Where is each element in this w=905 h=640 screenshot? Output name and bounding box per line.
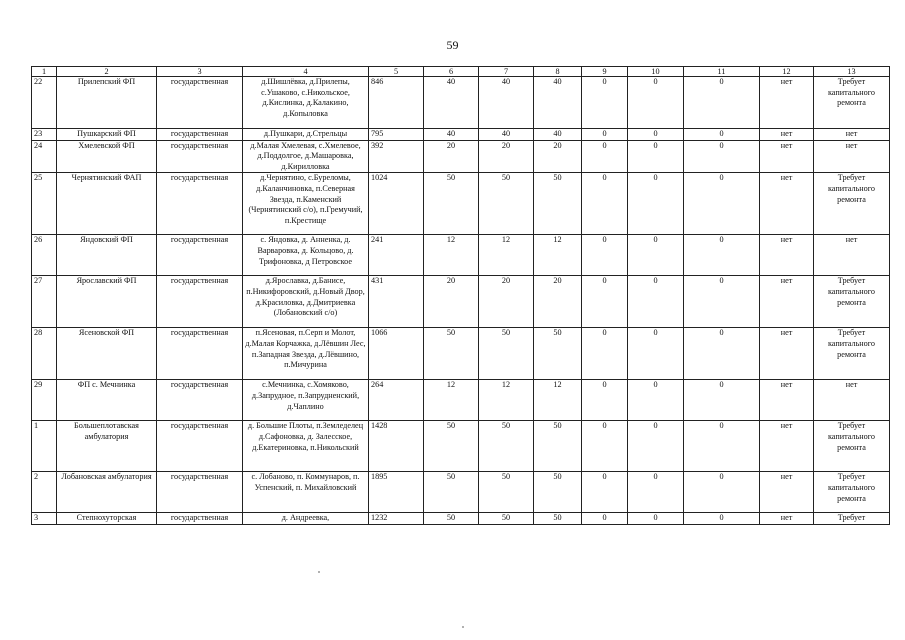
row-number-cell: 22: [32, 77, 57, 129]
col-8-cell: 40: [534, 129, 582, 141]
population-cell: 241: [369, 235, 424, 276]
col-11-cell: 0: [684, 77, 760, 129]
header-cell-13: 13: [814, 67, 890, 77]
facility-name-cell: Прилепский ФП: [57, 77, 157, 129]
col-6-cell: 50: [424, 328, 479, 380]
col-11-cell: 0: [684, 421, 760, 472]
settlements-cell: п.Ясеновая, п.Серп и Молот, д.Малая Корчажка, д.Лёвшин Лес, п.Западная Звезда, д.Лёвшино, п.Мичурина: [243, 328, 369, 380]
col-7-cell: 50: [479, 513, 534, 525]
col-11-cell: 0: [684, 276, 760, 328]
col-12-cell: нет: [760, 513, 814, 525]
population-cell: 1024: [369, 173, 424, 235]
col-10-cell: 0: [628, 276, 684, 328]
col-12-cell: нет: [760, 173, 814, 235]
header-cell-5: 5: [369, 67, 424, 77]
col-13-cell: нет: [814, 235, 890, 276]
table-row: [32, 276, 890, 328]
facilities-table: [31, 66, 890, 525]
table-row: [32, 77, 890, 129]
col-9-cell: 0: [582, 421, 628, 472]
col-11-cell: 0: [684, 129, 760, 141]
header-cell-10: 10: [628, 67, 684, 77]
facility-name-cell: Пушкарский ФП: [57, 129, 157, 141]
col-11-cell: 0: [684, 235, 760, 276]
col-6-cell: 50: [424, 173, 479, 235]
col-12-cell: нет: [760, 380, 814, 421]
col-7-cell: 12: [479, 235, 534, 276]
row-number-cell: 29: [32, 380, 57, 421]
facility-name-cell: Чернятинский ФАП: [57, 173, 157, 235]
col-7-cell: 50: [479, 472, 534, 513]
col-13-cell: Требует капитального ремонта: [814, 472, 890, 513]
header-cell-11: 11: [684, 67, 760, 77]
col-6-cell: 40: [424, 129, 479, 141]
population-cell: 264: [369, 380, 424, 421]
col-9-cell: 0: [582, 77, 628, 129]
col-13-cell: нет: [814, 129, 890, 141]
row-number-cell: 24: [32, 140, 57, 173]
col-11-cell: 0: [684, 140, 760, 173]
col-6-cell: 50: [424, 421, 479, 472]
population-cell: 1066: [369, 328, 424, 380]
col-10-cell: 0: [628, 328, 684, 380]
settlements-cell: с. Лобаново, п. Коммунаров, п. Успенский, п. Михайловский: [243, 472, 369, 513]
header-cell-1: 1: [32, 67, 57, 77]
ownership-cell: государственная: [157, 328, 243, 380]
col-6-cell: 40: [424, 77, 479, 129]
header-row: [32, 67, 890, 77]
col-12-cell: нет: [760, 129, 814, 141]
row-number-cell: 1: [32, 421, 57, 472]
col-7-cell: 40: [479, 77, 534, 129]
settlements-cell: д. Большие Плоты, п.Земледелец д.Сафоновка, д. Залесское, д.Екатериновка, п.Никольский: [243, 421, 369, 472]
col-12-cell: нет: [760, 472, 814, 513]
header-cell-2: 2: [57, 67, 157, 77]
table-row: [32, 472, 890, 513]
ownership-cell: государственная: [157, 421, 243, 472]
header-cell-4: 4: [243, 67, 369, 77]
population-cell: 1428: [369, 421, 424, 472]
row-number-cell: 27: [32, 276, 57, 328]
col-13-cell: Требует капитального ремонта: [814, 328, 890, 380]
col-9-cell: 0: [582, 140, 628, 173]
header-cell-6: 6: [424, 67, 479, 77]
col-10-cell: 0: [628, 380, 684, 421]
ownership-cell: государственная: [157, 173, 243, 235]
col-8-cell: 50: [534, 173, 582, 235]
col-11-cell: 0: [684, 380, 760, 421]
settlements-cell: д.Чернятино, с.Буреломы, д.Каланчиновка, п.Северная Звезда, п.Каменский (Чернятинский с/о), п.Гремучий, п.Крестище: [243, 173, 369, 235]
col-10-cell: 0: [628, 173, 684, 235]
col-7-cell: 50: [479, 173, 534, 235]
col-13-cell: Требует капитального ремонта: [814, 276, 890, 328]
col-12-cell: нет: [760, 140, 814, 173]
row-number-cell: 28: [32, 328, 57, 380]
row-number-cell: 23: [32, 129, 57, 141]
settlements-cell: с. Яндовка, д. Анненка, д. Варваровка, д. Кольцово, д. Трифоновка, д Петровское: [243, 235, 369, 276]
table-row: [32, 328, 890, 380]
col-8-cell: 50: [534, 328, 582, 380]
col-9-cell: 0: [582, 328, 628, 380]
row-number-cell: 3: [32, 513, 57, 525]
table-row: [32, 140, 890, 173]
col-13-cell: Требует капитального ремонта: [814, 77, 890, 129]
col-8-cell: 50: [534, 421, 582, 472]
header-cell-7: 7: [479, 67, 534, 77]
col-11-cell: 0: [684, 472, 760, 513]
settlements-cell: д.Малая Хмелевая, с.Хмелевое, д.Поддолгое, д.Машаровка, д.Кирилловка: [243, 140, 369, 173]
col-12-cell: нет: [760, 421, 814, 472]
col-9-cell: 0: [582, 513, 628, 525]
col-10-cell: 0: [628, 140, 684, 173]
col-11-cell: 0: [684, 173, 760, 235]
ownership-cell: государственная: [157, 235, 243, 276]
row-number-cell: 2: [32, 472, 57, 513]
header-cell-3: 3: [157, 67, 243, 77]
header-cell-12: 12: [760, 67, 814, 77]
col-9-cell: 0: [582, 129, 628, 141]
col-9-cell: 0: [582, 173, 628, 235]
settlements-cell: с.Мечнинка, с.Хомяково, д.Запрудное, п.Запрудненский, д.Чаплино: [243, 380, 369, 421]
row-number-cell: 26: [32, 235, 57, 276]
ownership-cell: государственная: [157, 276, 243, 328]
col-11-cell: 0: [684, 513, 760, 525]
page-number: 59: [446, 38, 459, 52]
facility-name-cell: Степнохуторская: [57, 513, 157, 525]
col-6-cell: 50: [424, 472, 479, 513]
ownership-cell: государственная: [157, 513, 243, 525]
col-13-cell: Требует капитального ремонта: [814, 421, 890, 472]
col-12-cell: нет: [760, 77, 814, 129]
col-7-cell: 20: [479, 276, 534, 328]
facility-name-cell: ФП с. Мечнинка: [57, 380, 157, 421]
facility-name-cell: Хмелевской ФП: [57, 140, 157, 173]
table-row: [32, 513, 890, 525]
settlements-cell: д.Ярославка, д.Банисе, п.Никифоровский, д.Новый Двор, д.Красиловка, д.Дмитриевка (Лобановский с/о): [243, 276, 369, 328]
table-row: [32, 421, 890, 472]
col-10-cell: 0: [628, 421, 684, 472]
col-13-cell: Требует: [814, 513, 890, 525]
col-10-cell: 0: [628, 129, 684, 141]
col-8-cell: 50: [534, 472, 582, 513]
scan-speck: [318, 571, 320, 573]
population-cell: 392: [369, 140, 424, 173]
population-cell: 1895: [369, 472, 424, 513]
facility-name-cell: Большеплотавская амбулатория: [57, 421, 157, 472]
col-10-cell: 0: [628, 77, 684, 129]
settlements-cell: д. Андреевка,: [243, 513, 369, 525]
header-cell-9: 9: [582, 67, 628, 77]
facility-name-cell: Яндовский ФП: [57, 235, 157, 276]
col-8-cell: 20: [534, 276, 582, 328]
col-6-cell: 12: [424, 380, 479, 421]
table-row: [32, 129, 890, 141]
col-10-cell: 0: [628, 235, 684, 276]
col-11-cell: 0: [684, 328, 760, 380]
population-cell: 431: [369, 276, 424, 328]
col-7-cell: 40: [479, 129, 534, 141]
col-9-cell: 0: [582, 276, 628, 328]
col-13-cell: нет: [814, 140, 890, 173]
ownership-cell: государственная: [157, 140, 243, 173]
col-7-cell: 20: [479, 140, 534, 173]
population-cell: 1232: [369, 513, 424, 525]
col-6-cell: 20: [424, 276, 479, 328]
row-number-cell: 25: [32, 173, 57, 235]
col-8-cell: 40: [534, 77, 582, 129]
ownership-cell: государственная: [157, 472, 243, 513]
col-7-cell: 50: [479, 421, 534, 472]
col-13-cell: нет: [814, 380, 890, 421]
ownership-cell: государственная: [157, 77, 243, 129]
population-cell: 846: [369, 77, 424, 129]
col-8-cell: 12: [534, 235, 582, 276]
col-6-cell: 50: [424, 513, 479, 525]
col-8-cell: 50: [534, 513, 582, 525]
col-9-cell: 0: [582, 235, 628, 276]
col-12-cell: нет: [760, 235, 814, 276]
ownership-cell: государственная: [157, 129, 243, 141]
col-10-cell: 0: [628, 513, 684, 525]
col-9-cell: 0: [582, 472, 628, 513]
col-7-cell: 50: [479, 328, 534, 380]
table-row: [32, 380, 890, 421]
col-6-cell: 20: [424, 140, 479, 173]
facility-name-cell: Лобановская амбулатория: [57, 472, 157, 513]
col-6-cell: 12: [424, 235, 479, 276]
col-7-cell: 12: [479, 380, 534, 421]
col-9-cell: 0: [582, 380, 628, 421]
col-8-cell: 12: [534, 380, 582, 421]
ownership-cell: государственная: [157, 380, 243, 421]
facility-name-cell: Ярославский ФП: [57, 276, 157, 328]
scan-speck: [462, 626, 464, 628]
col-12-cell: нет: [760, 328, 814, 380]
col-10-cell: 0: [628, 472, 684, 513]
settlements-cell: д.Пушкари, д.Стрельцы: [243, 129, 369, 141]
population-cell: 795: [369, 129, 424, 141]
col-12-cell: нет: [760, 276, 814, 328]
table-row: [32, 173, 890, 235]
header-cell-8: 8: [534, 67, 582, 77]
settlements-cell: д.Шишлёвка, д.Прилепы, с.Ушаково, с.Никольское, д.Кислинка, д.Калакино, д.Копыловка: [243, 77, 369, 129]
table-row: [32, 235, 890, 276]
col-13-cell: Требует капитального ремонта: [814, 173, 890, 235]
col-8-cell: 20: [534, 140, 582, 173]
facility-name-cell: Ясеновской ФП: [57, 328, 157, 380]
